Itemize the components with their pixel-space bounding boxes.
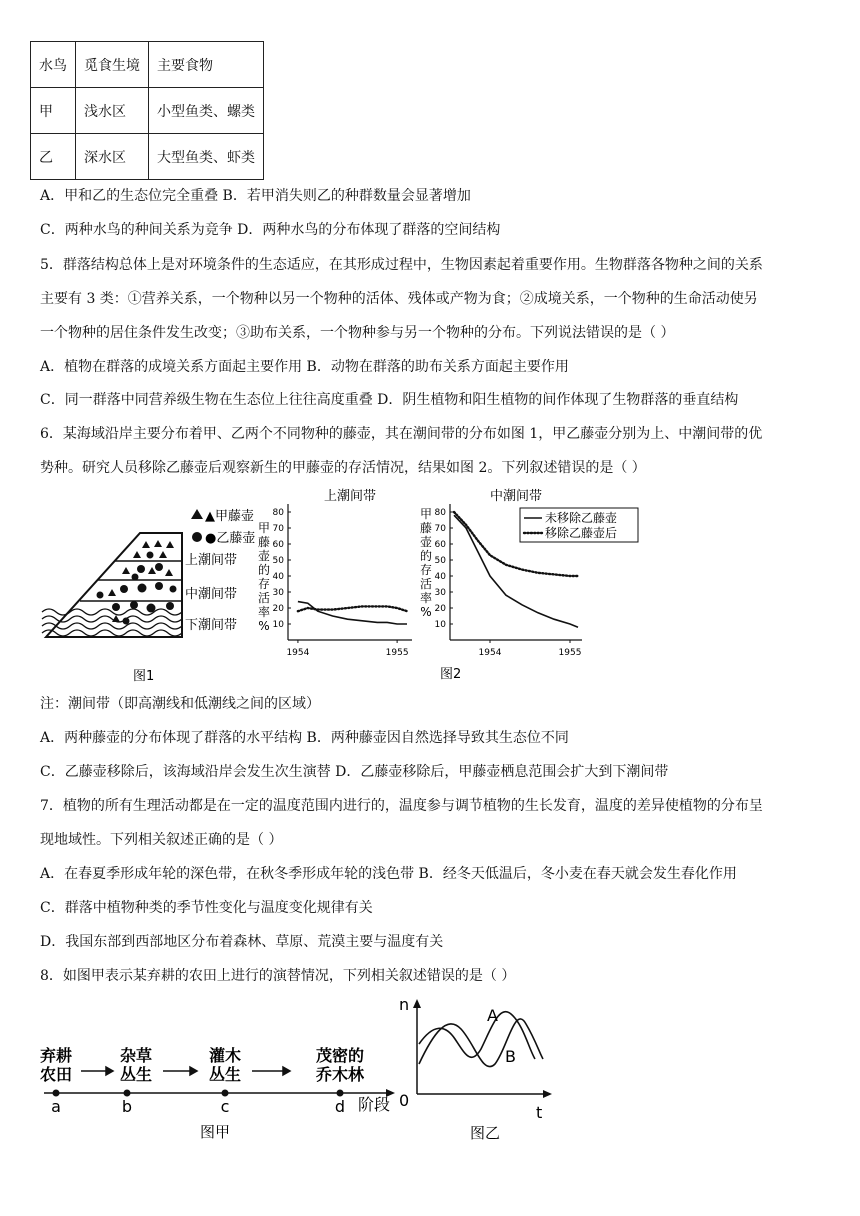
q6-options-cd: C．乙藤壶移除后，该海域沿岸会发生次生演替 D．乙藤壶移除后，甲藤壶栖息范围会扩大到下潮间带 xyxy=(40,764,669,780)
table-header-cell: 主要食物 xyxy=(149,42,264,88)
chart-upper-intertidal xyxy=(252,488,422,673)
y-tick-label: 70 xyxy=(272,524,284,534)
q5-stem-line2: 主要有 3 类：①营养关系，一个物种以另一个物种的活体、残体或产物为食；②成境关系，一个物种的生命活动使另 xyxy=(40,291,758,307)
curve-a-label: A xyxy=(487,1006,498,1025)
q4-options-cd: C．两种水鸟的种间关系为竞争 D．两种水鸟的分布体现了群落的空间结构 xyxy=(40,222,501,238)
stage-point-label: d xyxy=(334,1097,346,1116)
q6-note: 注：潮间带（即高潮线和低潮线之间的区域） xyxy=(40,696,320,712)
stage-label: 茂密的 xyxy=(315,1046,365,1065)
y-axis-label-char: 率 xyxy=(419,591,433,605)
arrow-icon xyxy=(81,1067,290,1075)
table-cell: 深水区 xyxy=(76,134,149,180)
legend-barnacle-b: ●乙藤壶 xyxy=(205,531,256,546)
q6-stem-line1: 6．某海域沿岸主要分布着甲、乙两个不同物种的藤壶，其在潮间带的分布如图 1，甲乙藤壶分别为上、中潮间带的优 xyxy=(40,426,763,442)
stage-point-label: c xyxy=(220,1097,230,1116)
y-tick-label: 10 xyxy=(272,620,284,630)
stage-point-label: b xyxy=(121,1097,133,1116)
y-axis-label-char: 壶 xyxy=(419,535,433,549)
q7-option-d: D．我国东部到西部地区分布着森林、草原、荒漠主要与温度有关 xyxy=(40,934,444,950)
y-axis-label-char: % xyxy=(420,605,432,619)
table-cell: 小型鱼类、螺类 xyxy=(149,88,264,134)
q8-stem: 8．如图甲表示某弃耕的农田上进行的演替情况，下列相关叙述错误的是（ ） xyxy=(40,968,516,984)
table-cell: 甲 xyxy=(31,88,76,134)
q7-options-ab: A．在春夏季形成年轮的深色带，在秋冬季形成年轮的浅色带 B．经冬天低温后，冬小麦在春天就会发生春化作用 xyxy=(40,866,737,882)
zone-label-upper: 上潮间带 xyxy=(185,553,238,568)
y-tick-label: 20 xyxy=(272,604,284,614)
q5-stem-line1: 5．群落结构总体上是对环境条件的生态适应，在其形成过程中，生物因素起着重要作用。生物群落各物种之间的关系 xyxy=(40,257,763,273)
y-tick-label: 10 xyxy=(434,620,446,630)
y-axis-label-char: 藤 xyxy=(257,535,271,549)
table-row xyxy=(31,88,264,134)
y-axis-label-char: 率 xyxy=(257,605,271,619)
curve-a xyxy=(419,1019,543,1067)
table-header-cell: 水鸟 xyxy=(31,42,76,88)
figure1-intertidal-diagram xyxy=(38,500,260,690)
stage-label: 丛生 xyxy=(119,1065,153,1084)
chart-title: 上潮间带 xyxy=(323,489,377,504)
x-tick-label: 1955 xyxy=(558,648,582,658)
series-line-removed xyxy=(298,606,407,611)
legend-barnacle-a: ▲甲藤壶 xyxy=(205,509,254,524)
y-tick-label: 40 xyxy=(434,572,446,582)
stage-label: 弃耕 xyxy=(39,1046,73,1065)
y-axis-label-char: % xyxy=(258,619,270,633)
x-tick-label: 1954 xyxy=(286,648,310,658)
figure2-caption: 图2 xyxy=(440,667,462,682)
water-bird-table xyxy=(30,41,264,180)
y-tick-label: 80 xyxy=(272,508,284,518)
table-row xyxy=(31,134,264,180)
figure-yi-caption: 图乙 xyxy=(470,1124,501,1142)
y-axis-label-char: 活 xyxy=(419,577,433,591)
stage-label: 农田 xyxy=(39,1065,73,1084)
origin-label: 0 xyxy=(399,1091,410,1110)
q5-options-cd: C．同一群落中同营养级生物在生态位上往往高度重叠 D．阴生植物和阳生植物的间作体现了生物群落的垂直结构 xyxy=(40,392,739,408)
series-line-not-removed xyxy=(298,602,407,624)
curve-b xyxy=(419,1012,535,1059)
sea-waves xyxy=(42,609,182,636)
y-tick-label: 30 xyxy=(434,588,446,598)
y-tick-label: 40 xyxy=(272,572,284,582)
y-axis-label-char: 的 xyxy=(257,563,271,577)
q6-stem-line2: 势种。研究人员移除乙藤壶后观察新生的甲藤壶的存活情况，结果如图 2。下列叙述错误的是（ ） xyxy=(40,460,646,476)
y-tick-label: 30 xyxy=(272,588,284,598)
q7-stem-line2: 现地域性。下列相关叙述正确的是（ ） xyxy=(40,832,283,848)
y-tick-label: 60 xyxy=(434,540,446,550)
stage-label: 乔木林 xyxy=(315,1065,365,1084)
y-tick-label: 60 xyxy=(272,540,284,550)
curve-b-label: B xyxy=(505,1047,516,1066)
figure1-caption: 图1 xyxy=(133,669,155,684)
zone-label-lower: 下潮间带 xyxy=(185,618,238,633)
y-tick-label: 20 xyxy=(434,604,446,614)
axis-label: 阶段 xyxy=(358,1095,391,1114)
q4-options-ab: A．甲和乙的生态位完全重叠 B．若甲消失则乙的种群数量会显著增加 xyxy=(40,188,471,204)
y-axis-label-char: 藤 xyxy=(419,521,433,535)
chart-title: 中潮间带 xyxy=(489,489,543,504)
y-axis-label-char: 壶 xyxy=(257,549,271,563)
table-cell: 大型鱼类、虾类 xyxy=(149,134,264,180)
table-cell: 浅水区 xyxy=(76,88,149,134)
y-tick-label: 80 xyxy=(434,508,446,518)
stage-label: 灌木 xyxy=(208,1046,242,1065)
q7-option-c: C．群落中植物种类的季节性变化与温度变化规律有关 xyxy=(40,900,373,916)
circle-icon xyxy=(192,532,202,542)
figure-curves-ab xyxy=(395,994,560,1144)
y-axis-label-char: 甲 xyxy=(419,507,433,521)
q5-stem-line3: 一个物种的居住条件发生改变；③助布关系，一个物种参与另一个物种的分布。下列说法错误的是（ ） xyxy=(40,325,675,341)
x-tick-label: 1955 xyxy=(385,648,409,658)
y-axis-label-char: 存 xyxy=(257,577,271,591)
table-cell: 乙 xyxy=(31,134,76,180)
triangle-icon xyxy=(191,509,203,519)
stage-point-label: a xyxy=(51,1097,61,1116)
figure-jia-caption: 图甲 xyxy=(199,1123,231,1141)
legend-label-solid: 未移除乙藤壶 xyxy=(545,511,618,525)
stage-label: 丛生 xyxy=(208,1065,242,1084)
figure-succession-flow xyxy=(40,1040,400,1150)
stage-label: 杂草 xyxy=(119,1046,153,1065)
y-axis-label-char: 的 xyxy=(419,549,433,563)
zone-label-middle: 中潮间带 xyxy=(185,587,238,602)
barnacle-b-markers xyxy=(97,552,177,625)
table-header-cell: 觅食生境 xyxy=(76,42,149,88)
y-axis-label-char: 甲 xyxy=(257,521,271,535)
x-axis-label: t xyxy=(536,1103,543,1122)
chart-middle-intertidal xyxy=(412,488,618,688)
y-tick-label: 50 xyxy=(434,556,446,566)
legend-label-dotted: 移除乙藤壶后 xyxy=(545,526,618,540)
y-tick-label: 50 xyxy=(272,556,284,566)
table-header-row xyxy=(31,42,264,88)
q6-options-ab: A．两种藤壶的分布体现了群落的水平结构 B．两种藤壶因自然选择导致其生态位不同 xyxy=(40,730,569,746)
q7-stem-line1: 7．植物的所有生理活动都是在一定的温度范围内进行的，温度参与调节植物的生长发育，温度的差异使植物的分布呈 xyxy=(40,798,763,814)
y-tick-label: 70 xyxy=(434,524,446,534)
q5-options-ab: A．植物在群落的成境关系方面起主要作用 B．动物在群落的助布关系方面起主要作用 xyxy=(40,359,569,375)
y-axis-label-char: 活 xyxy=(257,591,271,605)
y-axis-label: n xyxy=(399,995,410,1014)
x-tick-label: 1954 xyxy=(478,648,502,658)
y-axis-label-char: 存 xyxy=(419,563,433,577)
